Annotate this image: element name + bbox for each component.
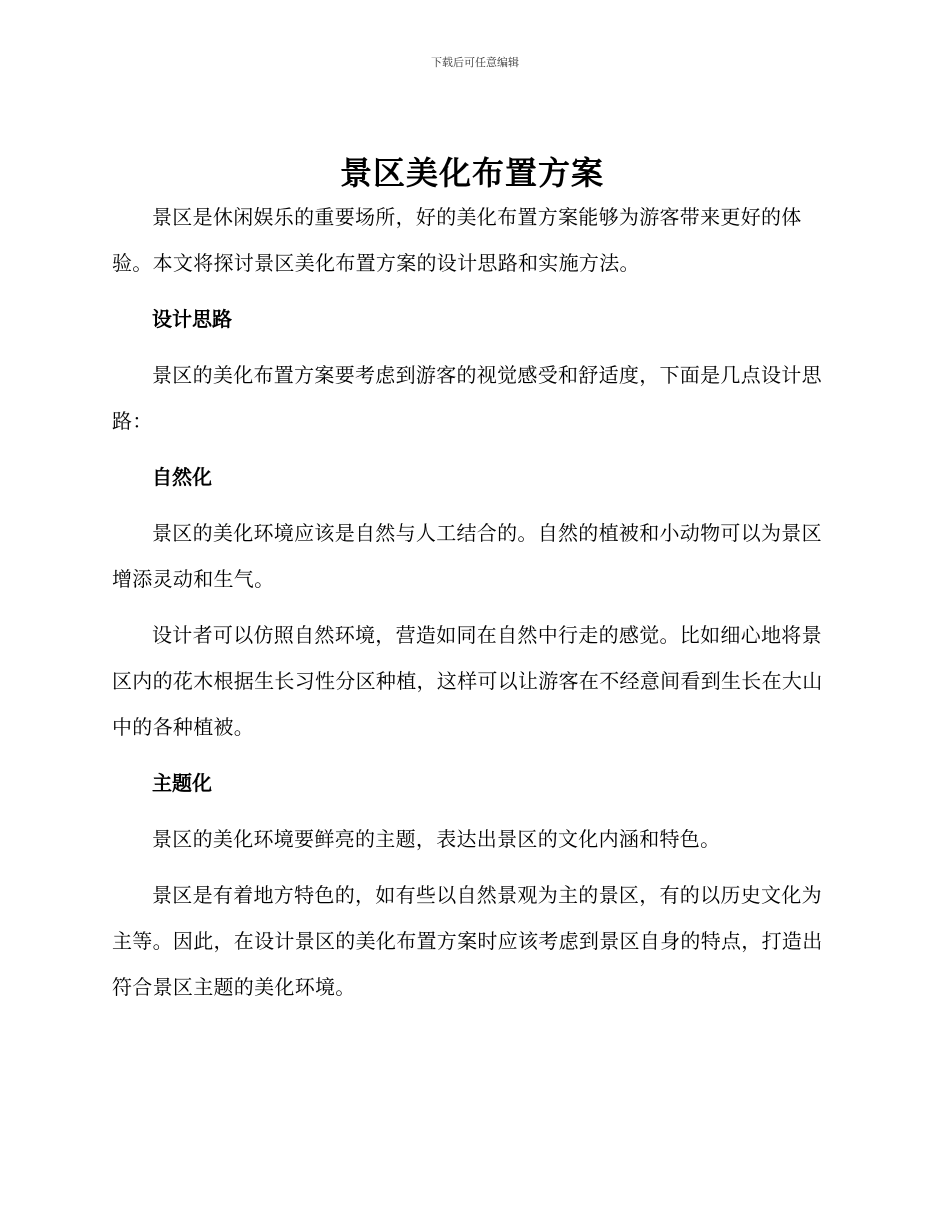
section-heading-theme: 主题化 xyxy=(152,771,212,795)
intro-paragraph: 景区是休闲娱乐的重要场所，好的美化布置方案能够为游客带来更好的体验。本文将探讨景区美化布置方案的设计思路和实施方法。 xyxy=(112,205,802,275)
section-heading-natural: 自然化 xyxy=(152,465,212,489)
document-title: 景区美化布置方案 xyxy=(339,154,604,192)
design-intro-paragraph: 景区的美化布置方案要考虑到游客的视觉感受和舒适度，下面是几点设计思路： xyxy=(112,363,822,433)
natural-paragraph-2: 设计者可以仿照自然环境，营造如同在自然中行走的感觉。比如细心地将景区内的花木根据生长习性分区种植，这样可以让游客在不经意间看到生长在大山中的各种植被。 xyxy=(112,623,823,739)
section-heading-design: 设计思路 xyxy=(152,307,232,331)
page-header-note: 下载后可任意编辑 xyxy=(431,56,519,69)
document-body xyxy=(112,150,832,1020)
theme-paragraph-2: 景区是有着地方特色的，如有些以自然景观为主的景区，有的以历史文化为主等。因此，在设计景区的美化布置方案时应该考虑到景区自身的特点，打造出符合景区主题的美化环境。 xyxy=(112,883,823,999)
theme-paragraph-1: 景区的美化环境要鲜亮的主题，表达出景区的文化内涵和特色。 xyxy=(152,827,721,851)
natural-paragraph-1: 景区的美化环境应该是自然与人工结合的。自然的植被和小动物可以为景区增添灵动和生气。 xyxy=(112,521,822,591)
